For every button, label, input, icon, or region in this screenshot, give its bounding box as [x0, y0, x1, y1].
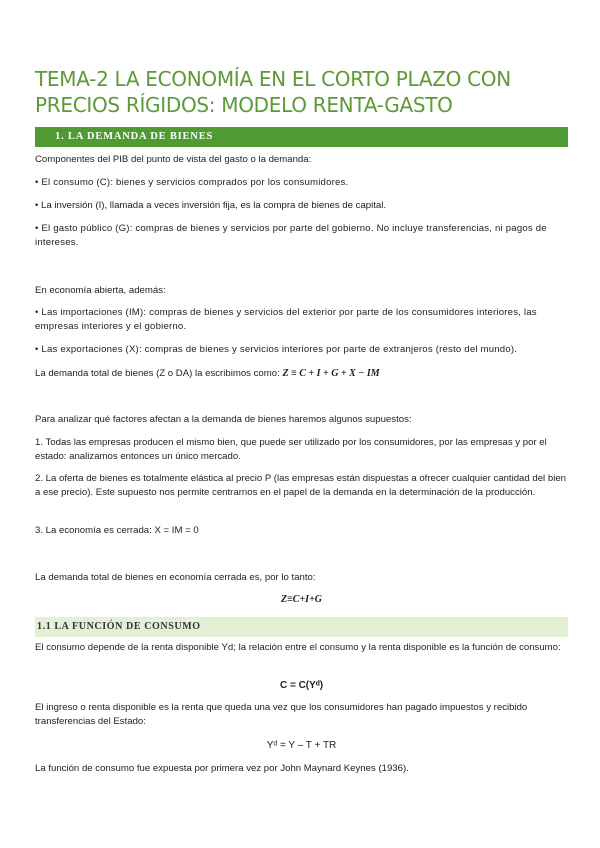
renta-formula: Yᵈ = Y – T + TR: [266, 740, 337, 751]
components-intro: Componentes del PIB del punto de vista del gasto o la demanda:: [35, 154, 312, 165]
assumption-1: 1. Todas las empresas producen el mismo bien, que puede ser utilizado por los consumidores, por las empresas y por el estado: analizamos entonces un único mercado.: [35, 437, 547, 462]
consumo-text: El consumo depende de la renta disponible Yd; la relación entre el consumo y la renta disponible es la función de consumo:: [35, 642, 561, 653]
renta-text: El ingreso o renta disponible es la renta que queda una vez que los consumidores han pagado impuestos y recibido transferencias del Estado:: [35, 702, 528, 727]
assumption-2: 2. La oferta de bienes es totalmente elástica al precio P (las empresas están dispuestas a ofrecer cualquier cantidad del bien a ese precio). Este supuesto nos permite centrarnos en el papel de la demanda en la determinación de la producción.: [35, 473, 566, 498]
open-economy-intro: En economía abierta, además:: [35, 285, 166, 296]
bullet-importaciones: • Las importaciones (IM): compras de bienes y servicios del exterior por parte de los consumidores interiores, las empresas interiores y el gobierno.: [35, 307, 537, 332]
bullet-consumo: • El consumo (C): bienes y servicios comprados por los consumidores.: [35, 177, 349, 188]
closed-demand-formula: Z≡C+I+G: [281, 594, 322, 605]
section-heading-demanda: 1. LA DEMANDA DE BIENES: [35, 127, 568, 147]
closed-demand-text: La demanda total de bienes en economía cerrada es, por lo tanto:: [35, 572, 316, 583]
assumption-3: 3. La economía es cerrada: X = IM = 0: [35, 525, 199, 536]
demand-total-formula: Z ≡ C + I + G + X − IM: [282, 368, 380, 379]
bullet-gasto-publico: • El gasto público (G): compras de bienes y servicios por parte del gobierno. No incluye transferencias, ni pagos de intereses.: [35, 223, 547, 248]
section-heading-funcion-consumo: 1.1 LA FUNCIÓN DE CONSUMO: [35, 617, 568, 637]
page-title: TEMA-2 LA ECONOMÍA EN EL CORTO PLAZO CON PRECIOS RÍGIDOS: MODELO RENTA-GASTO: [35, 67, 511, 117]
demand-total-line: [35, 367, 568, 381]
assumptions-intro: Para analizar qué factores afectan a la demanda de bienes haremos algunos supuestos:: [35, 414, 412, 425]
demand-total-text: La demanda total de bienes (Z o DA) la escribimos como:: [35, 368, 283, 379]
consumo-formula: C = C(Yᵈ): [279, 680, 324, 691]
keynes-text: La función de consumo fue expuesta por primera vez por John Maynard Keynes (1936).: [35, 763, 409, 774]
bullet-inversion: • La inversión (I), llamada a veces inversión fija, es la compra de bienes de capital.: [35, 200, 387, 211]
bullet-exportaciones: • Las exportaciones (X): compras de bienes y servicios interiores por parte de extranjeros (resto del mundo).: [35, 344, 518, 355]
